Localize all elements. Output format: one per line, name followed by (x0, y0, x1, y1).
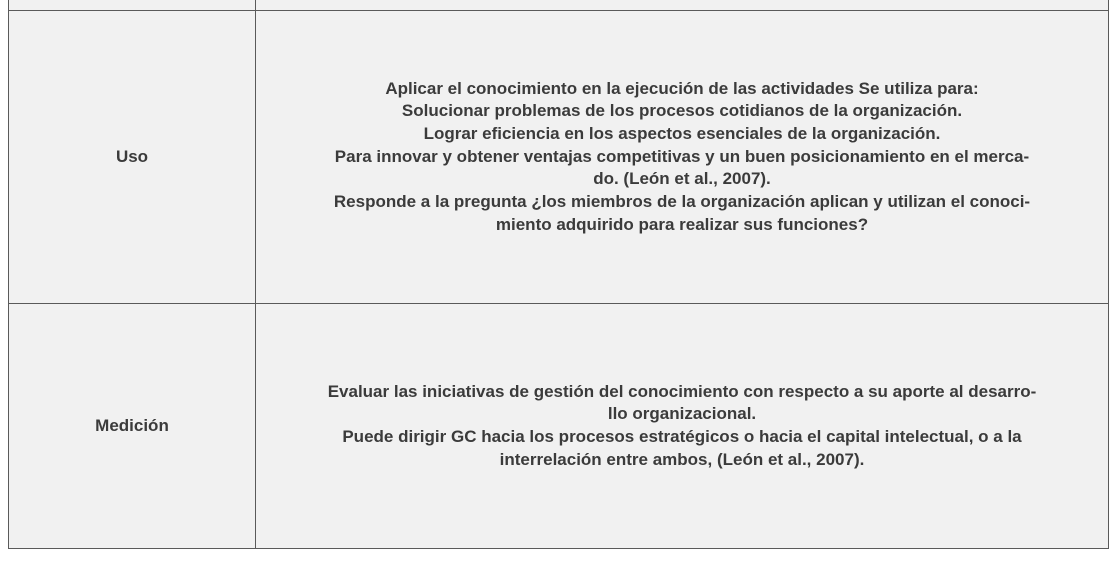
description-line: Aplicar el conocimiento en la ejecución de las actividades Se utiliza para: (385, 78, 979, 98)
table-cell-empty (256, 0, 1109, 11)
table-row-partial-top (9, 0, 1109, 11)
row-description-cell (256, 304, 1109, 549)
description-line: Puede dirigir GC hacia los procesos estratégicos o hacia el capital intelectual, o a la (342, 427, 1022, 446)
row-label-cell (9, 11, 256, 304)
table-row (9, 304, 1109, 549)
knowledge-management-table (8, 0, 1109, 549)
row-description-cell (256, 11, 1109, 304)
document-table-container (8, 0, 1108, 549)
description-line: Solucionar problemas de los procesos cotidianos de la organización. (401, 101, 963, 121)
row-label: Medición (95, 415, 169, 435)
row-label: Uso (115, 146, 149, 166)
description-line: do. (León et al., 2007). (593, 169, 771, 189)
description-line: miento adquirido para realizar sus funciones? (495, 214, 869, 234)
description-line: Para innovar y obtener ventajas competitivas y un buen posicionamiento en el merca- (334, 146, 1030, 166)
row-label-cell (9, 304, 256, 549)
description-line: Lograr eficiencia en los aspectos esenciales de la organización. (423, 123, 941, 143)
table-cell-empty (9, 0, 256, 11)
description-line: Responde a la pregunta ¿los miembros de la organización aplican y utilizan el conoci- (333, 192, 1031, 212)
description-line: interrelación entre ambos, (León et al., 2007). (499, 449, 865, 469)
table-row (9, 11, 1109, 304)
description-line: Evaluar las iniciativas de gestión del conocimiento con respecto a su aporte al desarro- (327, 381, 1037, 401)
description-line: llo organizacional. (607, 404, 757, 424)
